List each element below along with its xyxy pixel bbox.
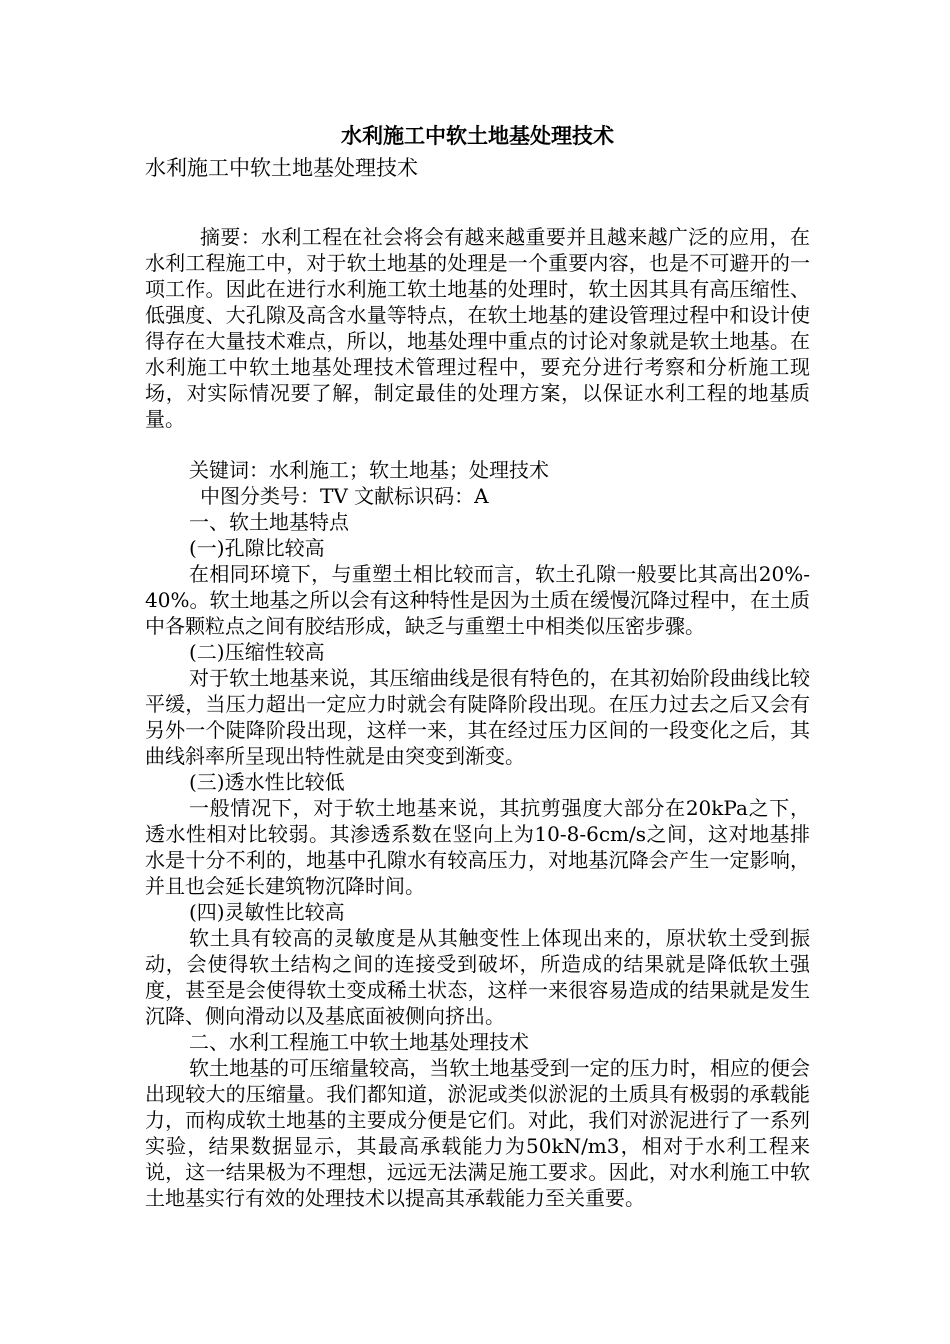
subsection-heading-4: (四)灵敏性比较高 [189, 900, 345, 924]
subsection-paragraph-4: 软土具有较高的灵敏度是从其触变性上体现出来的，原状软土受到振动，会使得软土结构之间的连接受到破坏，所造成的结果就是降低软土强度，甚至是会使得软土变成稀土状态，这样一来很容易造成的结果就是发生沉降、侧向滑动以及基底面被侧向挤出。 [145, 926, 810, 1028]
subsection-heading-2: (二)压缩性较高 [189, 640, 325, 664]
abstract-paragraph: 摘要：水利工程在社会将会有越来越重要并且越来越广泛的应用，在水利工程施工中，对于软土地基的处理是一个重要内容，也是不可避开的一项工作。因此在进行水利施工软土地基的处理时，软土因其具有高压缩性、低强度、大孔隙及高含水量等特点，在软土地基的建设管理过程中和设计使得存在大量技术难点，所以，地基处理中重点的讨论对象就是软土地基。在水利施工中软土地基处理技术管理过程中，要充分进行考察和分析施工现场，对实际情况要了解，制定最佳的处理方案，以保证水利工程的地基质量。 [145, 225, 810, 431]
subsection-paragraph-2: 对于软土地基来说，其压缩曲线是很有特色的，在其初始阶段曲线比较平缓，当压力超出一定应力时就会有陡降阶段出现。在压力过去之后又会有另外一个陡降阶段出现，这样一来，其在经过压力区间的一段变化之后，其曲线斜率所呈现出特性就是由突变到渐变。 [145, 666, 810, 768]
section-paragraph-2: 软土地基的可压缩量较高，当软土地基受到一定的压力时，相应的便会出现较大的压缩量。我们都知道，淤泥或类似淤泥的土质具有极弱的承载能力，而构成软土地基的主要成分便是它们。对此，我们对淤泥进行了一系列实验，结果数据显示，其最高承载能力为50kN/m3，相对于水利工程来说，这一结果极为不理想，远远无法满足施工要求。因此，对水利施工中软土地基实行有效的处理技术以提高其承载能力至关重要。 [145, 1056, 810, 1210]
classification-line: 中图分类号：TV 文献标识码：A [200, 484, 489, 508]
document-title: 水利施工中软土地基处理技术 [341, 123, 614, 148]
subsection-paragraph-3: 一般情况下，对于软土地基来说，其抗剪强度大部分在20kPa之下，透水性相对比较弱。其渗透系数在竖向上为10-8-6cm/s之间，这对地基排水是十分不利的，地基中孔隙水有较高压力，对地基沉降会产生一定影响，并且也会延长建筑物沉降时间。 [145, 796, 810, 898]
section-heading-2: 二、水利工程施工中软土地基处理技术 [189, 1030, 529, 1054]
document-subtitle: 水利施工中软土地基处理技术 [145, 156, 418, 180]
subsection-paragraph-1: 在相同环境下，与重塑土相比较而言，软土孔隙一般要比其高出20%-40%。软土地基之所以会有这种特性是因为土质在缓慢沉降过程中，在土质中各颗粒点之间有胶结形成，缺乏与重塑土中相类似压密步骤。 [145, 562, 810, 638]
section-heading-1: 一、软土地基特点 [189, 510, 349, 534]
document-page [145, 120, 810, 1211]
subsection-heading-1: (一)孔隙比较高 [189, 536, 325, 560]
subsection-heading-3: (三)透水性比较低 [189, 770, 345, 794]
keywords-line: 关键词：水利施工；软土地基；处理技术 [189, 458, 549, 482]
